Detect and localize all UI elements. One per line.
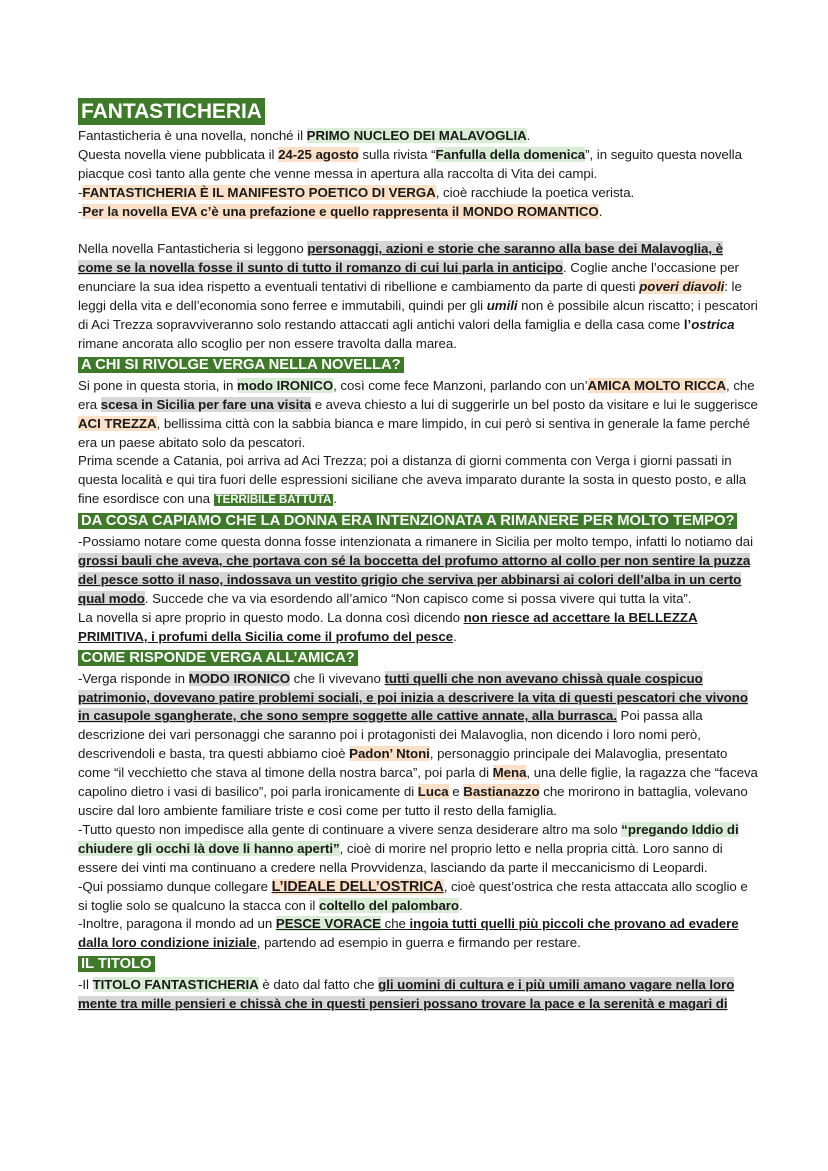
section-heading-text: COME RISPONDE VERGA ALL’AMICA? (78, 650, 358, 666)
text: Poi passa alla descrizione dei vari personaggi che saranno poi i protagonisti dei Malavoglia, non dicendo i loro nomi però, descrivendoli e basta, tra questi abbiamo cioè (78, 708, 703, 762)
text: -Inoltre, paragona il mondo ad un (78, 916, 276, 932)
text: , cioè quest’ostrica che resta attaccata allo scoglio e si toglie solo se qualcuno la stacca con il (78, 878, 748, 913)
text: -Qui possiamo dunque collegare (78, 878, 272, 894)
intro-line-2 (78, 146, 758, 184)
text: , cioè di morire nel proprio letto e nella propria città. Loro sanno di essere dei vinti ma continuano a credere nella Provvidenza, lasciando da parte il meccanicismo di Leopardi. (78, 840, 723, 875)
ostrica-article: l’ (683, 317, 692, 333)
text: , bellissima città con la sabbia bianca e mare limpido, in cui però si sentiva in generale la fame perché era un paese abitato solo da pescatori. (78, 415, 750, 450)
text: . (453, 628, 457, 644)
text: . Coglie anche l’occasione per enunciare la sua idea rispetto a eventuali tentativi di ribellione e cambiamento da parte di questi (78, 260, 739, 295)
paragraph-summary (78, 240, 758, 353)
spacer (78, 222, 758, 241)
text: . (526, 128, 531, 143)
section-4-paragraph-1 (78, 976, 758, 1014)
text: -Possiamo notare come questa donna fosse intenzionata a rimanere in Sicilia per molto tempo, infatti lo notiamo dai (78, 534, 753, 550)
highlight-bauli: grossi bauli che aveva, che portava con sé la boccetta del profumo attorno al collo per non sentire la puzza del pesce sotto il naso, indossava un vestito grigio che serviva per abbinarsi ai colori dell’alba in un certo qual modo (78, 553, 751, 606)
section-3-paragraph-3 (78, 878, 758, 916)
highlight-primo-nucleo: PRIMO NUCLEO DEI MALAVOGLIA (306, 128, 527, 143)
text: , cioè racchiude la poetica verista. (435, 184, 635, 200)
ostrica-word: ostrica (691, 317, 735, 333)
highlight-battuta: TERRIBILE BATTUTA (215, 494, 332, 507)
highlight-uomini-cultura: gli uomini di cultura e i più umili amano vagare nella loro mente tra mille pensieri e chissà che in questi pensieri possano trovare la pace e la serenità e magari di (78, 977, 735, 1012)
highlight-pesce-vorace: PESCE VORACE (275, 916, 381, 932)
text: . Succede che va via esordendo all’amico “Non capisco come si possa vivere qui tutta la vita”. (144, 590, 692, 606)
text: Prima scende a Catania, poi arriva ad Aci Trezza; poi a distanza di giorni commenta con Verga i giorni passati in questa località e qui tira fuori delle espressioni siciliane che aveva imparato durante la sosta in questo posto, e alla fine esordisce con una (78, 453, 747, 507)
highlight-visita: scesa in Sicilia per fare una visita (100, 396, 312, 412)
document-title-text: FANTASTICHERIA (78, 98, 265, 125)
highlight-coltello: coltello del palombaro (318, 897, 460, 913)
highlight-pescatori: tutti quelli che non avevano chissà quale cospicuo patrimonio, dovevano patire problemi sociali, e poi inizia a descrivere la vita di questi pescatori che vivono in casupole sgangherate, che sono sempre soggette alle cattive annate, alla burrasca. (78, 670, 748, 724)
section-heading-4 (78, 954, 758, 975)
highlight-ideale-ostrica: L’IDEALE DELL’OSTRICA (271, 878, 444, 895)
highlight-poveri-diavoli: poveri diavoli (639, 279, 725, 295)
highlight-ingoia: ingoia tutti quelli più piccoli che provano ad evadere dalla loro condizione iniziale (78, 916, 739, 951)
highlight-bellezza: non riesce ad accettare la BELLEZZA PRIMITIVA, i profumi della Sicilia come il profumo del pesce (78, 609, 698, 644)
highlight-bastianazzo: Bastianazzo (463, 784, 540, 800)
highlight-padron-ntoni: Padon’ Ntoni (349, 746, 430, 762)
section-1-paragraph-1 (78, 377, 758, 453)
text: -Tutto questo non impedisce alla gente di continuare a vivere senza desiderare altro ma solo (78, 821, 622, 837)
section-heading-1 (78, 355, 758, 376)
text: che (380, 916, 406, 932)
section-heading-2 (78, 511, 758, 532)
highlight-manifesto: FANTASTICHERIA È IL MANIFESTO POETICO DI VERGA (82, 184, 436, 200)
highlight-luca: Luca (417, 784, 449, 800)
text: , così come fece Manzoni, parlando con un’ (333, 377, 588, 393)
highlight-pregando: “pregando Iddio di chiudere gli occhi là dove li hanno aperti” (78, 821, 739, 856)
text: , partendo ad esempio in guerra e firmando per restare. (256, 935, 581, 951)
intro-line-4 (78, 203, 758, 222)
text: Fantasticheria è una novella, nonché il (78, 128, 307, 143)
text: , personaggio principale dei Malavoglia, presentato come “il vecchietto che stava al timone della nostra barca”, poi parla di (78, 746, 728, 781)
text: , una delle figlie, la ragazza che “faceva capolino dietro i vasi di basilico”, poi parla ironicamente di (78, 765, 758, 800)
text: . (459, 897, 463, 913)
text: ”, in seguito questa novella piacque così tanto alla gente che venne messa in apertura alla raccolta di Vita dei campi. (78, 146, 742, 181)
document-page (78, 98, 758, 1014)
section-3-paragraph-4 (78, 915, 758, 953)
highlight-aci-trezza: ACI TREZZA (78, 415, 157, 431)
text: è dato dal fatto che (258, 977, 379, 993)
text: non è possibile alcun riscatto; i pescatori di Aci Trezza sopravviveranno solo restando attaccati agli antichi valori della famiglia e della casa come (78, 298, 758, 333)
intro-line-3 (78, 184, 758, 203)
text: e aveva chiesto a lui di suggerirle un bel posto da visitare e lui le suggerisce (311, 396, 758, 412)
section-heading-text: IL TITOLO (78, 956, 155, 972)
text: - (78, 184, 83, 200)
highlight-fanfulla: Fanfulla della domenica (435, 146, 586, 162)
section-3-paragraph-1 (78, 670, 758, 821)
text: sulla rivista “ (358, 146, 436, 162)
document-title (78, 98, 758, 125)
section-1-paragraph-2 (78, 452, 758, 510)
text: Nella novella Fantasticheria si leggono (78, 241, 308, 257)
text: , che era (78, 377, 755, 412)
text: -Verga risponde in (78, 670, 189, 686)
text: Si pone in questa storia, in (78, 377, 237, 393)
highlight-titolo: TITOLO FANTASTICHERIA (92, 977, 259, 993)
text: - (78, 203, 83, 219)
intro-line-1 (78, 127, 758, 146)
text: . (333, 491, 337, 507)
text: e (448, 784, 464, 800)
text: La novella si apre proprio in questo modo. La donna così dicendo (78, 609, 464, 625)
section-heading-text: DA COSA CAPIAMO CHE LA DONNA ERA INTENZIONATA A RIMANERE PER MOLTO TEMPO? (78, 513, 737, 529)
text: rimane ancorata allo scoglio per non essere travolta dalla marea. (78, 335, 457, 351)
highlight-modo-ironico: modo IRONICO (236, 377, 334, 393)
text: -Il (78, 977, 93, 993)
section-2-paragraph-1 (78, 533, 758, 609)
highlight-amica: AMICA MOLTO RICCA (587, 377, 727, 393)
section-3-paragraph-2 (78, 821, 758, 878)
text: che lì vivevano (290, 670, 385, 686)
umili-word: umili (486, 298, 518, 314)
highlight-eva: Per la novella EVA c’è una prefazione e quello rappresenta il MONDO ROMANTICO (82, 203, 599, 219)
text: che morirono in battaglia, volevano uscire dal loro ambiente familiare triste e così come per tutto il resto della famiglia. (78, 784, 748, 818)
highlight-mena: Mena (492, 765, 527, 781)
highlight-date: 24-25 agosto (278, 146, 359, 162)
text: Questa novella viene pubblicata il (78, 146, 279, 162)
text: . (598, 203, 603, 219)
section-heading-3 (78, 648, 758, 669)
highlight-modo-ironico-2: MODO IRONICO (188, 670, 291, 686)
text: : le leggi della vita e dell’economia sono ferree e immutabili, quindi per gli (78, 279, 742, 314)
section-2-paragraph-2 (78, 609, 758, 647)
section-heading-text: A CHI SI RIVOLGE VERGA NELLA NOVELLA? (78, 357, 404, 373)
highlight-summary: personaggi, azioni e storie che saranno alla base dei Malavoglia, è come se la novella fosse il sunto di tutto il romanzo di cui lui parla in anticipo (78, 241, 724, 276)
